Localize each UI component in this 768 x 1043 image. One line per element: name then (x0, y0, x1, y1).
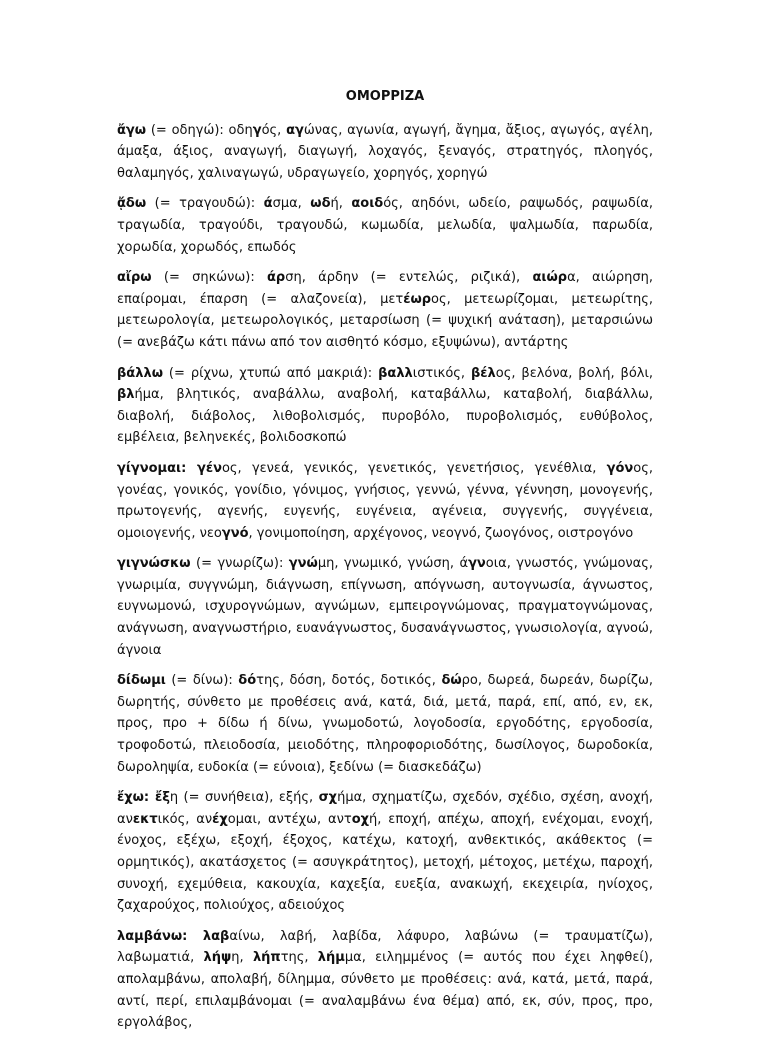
entry-text: ρο, δωρεά, δωρεάν, δωρίζω, δωρητής, σύνθετο με προθέσεις ανά, κατά, διά, μετά, παρά, επί, από, εν, εκ, προς, προ + δίδω ή δίνω, γνωμοδοτώ, λογοδοσία, εργοδότης, εργοδοσία, τροφοδοτώ, πλειοδοσία, μειοδότης, πληροφοριοδότης, δωσίλογος, δωροδοκία, δωροληψία, ευδοκία (= εύνοια), ξεδίνω (= διασκεδάζω) (117, 673, 653, 775)
entry-text: μα, ειλημμένος (= αυτός που έχει ληφθεί), απολαμβάνω, απολαβή, δίλημμα, σύνθετο με προθέσεις: ανά, κατά, μετά, παρά, αντί, περί, επιλαμβάνομαι (= αναλαμβάνω ένα θέμα) από, εκ, σύν, προς, προ, εργολάβος, (117, 950, 653, 1031)
root-highlight: λήμ (317, 950, 345, 966)
entry-text: ικός, αν (157, 811, 213, 827)
entry-text: ομαι, αντέχω, αντ (227, 811, 352, 827)
entry-text: ιστικός, (412, 365, 471, 381)
entry-text: της, δόση, δοτός, δοτικός, (256, 673, 442, 689)
root-highlight: γίγνομαι: γέν (117, 460, 222, 476)
entry-paragraph (117, 193, 653, 258)
entry-text: (= ρίχνω, χτυπώ από μακριά): (163, 365, 379, 381)
entry-text: ος, γενεά, γενικός, γενετικός, γενετήσιος, γενέθλια, (221, 460, 607, 476)
root-highlight: βέλ (470, 365, 496, 381)
entry-text: της, (280, 950, 318, 966)
entry-text: (= γνωρίζω): (190, 556, 289, 572)
root-highlight: λήψ (203, 950, 232, 966)
root-highlight: βαλλ (378, 365, 413, 381)
entry-paragraph (117, 458, 653, 544)
entry-text: ήμα, σχηματίζω, σχεδόν, σχέδιο, σχέση, ανοχή, αν (117, 790, 653, 827)
root-highlight: γιγνώσκω (117, 556, 191, 572)
entry-text: ση, άρδην (= εντελώς, ριζικά), (285, 270, 533, 286)
root-highlight: γνώ (288, 556, 318, 572)
root-highlight: δίδωμι (117, 673, 166, 689)
root-highlight: δό (238, 673, 257, 689)
page-title: ΟΜΟΡΡΙΖΑ (345, 89, 425, 104)
root-highlight: γ (252, 122, 262, 138)
root-highlight: άρ (267, 270, 286, 286)
entry-text: (= σηκώνω): (151, 270, 267, 286)
root-highlight: ά (263, 196, 273, 212)
root-highlight: αοιδ (351, 196, 384, 212)
entry-text: (= οδηγώ): οδη (146, 122, 253, 138)
root-highlight: σχ (318, 790, 338, 806)
entry-text: ός, αηδόνι, ωδείο, ραψωδός, ραψωδία, τραγωδία, τραγούδι, τραγουδώ, κωμωδία, μελωδία, ψαλμωδία, παρωδία, χορωδία, χορωδός, επωδός (117, 196, 653, 255)
entry-text: σμα, (272, 196, 311, 212)
root-highlight: δώ (441, 673, 462, 689)
entry-text: ος, μετεωρίζομαι, μετεωρίτης, μετεωρολογία, μετεωρολογικός, μεταρσίωση (= ψυχική ανάταση), μεταρσιώνω (= ανεβάζω κάτι πάνω από τον αισθητό κόσμο, εξυψώνω), αντάρτης (117, 291, 653, 350)
entry-text: η, (231, 950, 253, 966)
root-highlight: γνό (221, 525, 249, 541)
entry-text: αίνω, λαβή, λαβίδα, λάφυρο, λαβώνω (= τραυματίζω), λαβωματιά, (117, 928, 653, 966)
root-highlight: οχ (351, 811, 370, 827)
entry-paragraph (117, 926, 653, 1034)
entry-text: ος, γονέας, γονικός, γονίδιο, γόνιμος, γνήσιος, γεννώ, γέννα, γέννηση, μονογενής, πρωτογενής, αγενής, ευγενής, ευγένεια, αγένεια, συγγενής, συγγένεια, ομοιογενής, νεο (117, 460, 654, 541)
root-highlight: λήπ (252, 950, 281, 966)
entry-text: ήμα, βλητικός, αναβάλλω, αναβολή, καταβάλλω, καταβολή, διαβάλλω, διαβολή, διάβολος, λιθοβολισμός, πυροβόλο, πυροβολισμός, ευθύβολος, εμβέλεια, βεληνεκές, βολιδοσκοπώ (117, 387, 653, 446)
root-highlight: έωρ (403, 291, 432, 307)
entry-text: ός, (261, 122, 287, 138)
root-highlight: βάλλω (117, 365, 163, 381)
entry-paragraph (117, 670, 653, 778)
entry-paragraph (117, 120, 653, 185)
root-highlight: βλ (117, 387, 135, 403)
entry-paragraph (117, 553, 653, 661)
entry-paragraph (117, 363, 653, 449)
entry-text: ος, βελόνα, βολή, βόλι, (495, 365, 654, 381)
root-highlight: ᾄδω (117, 196, 147, 212)
entry-text: (= δίνω): (165, 673, 239, 689)
root-highlight: ἔχω: ἔξ (117, 790, 170, 806)
root-highlight: αιώρ (532, 270, 568, 286)
root-highlight: εκτ (132, 811, 158, 827)
entry-text: , γονιμοποίηση, αρχέγονος, νεογνό, ζωογόνος, οιστρογόνο (248, 525, 634, 541)
entry-text: οια, γνωστός, γνώμονας, γνωριμία, συγγνώμη, διάγνωση, επίγνωση, απόγνωση, αυτογνωσία, άγνωστος, ευγνωμονώ, ισχυρογνώμων, αγνώμων, εμπειρογνώμονας, πραγματογνώμονας, ανάγνωση, αναγνωστήριο, ευανάγνωστος, δυσανάγνωστος, γνωσιολογία, αγνοώ, άγνοια (117, 556, 653, 658)
entry-text: ώνας, αγωνία, αγωγή, ἄγημα, ἄξιος, αγωγός, αγέλη, άμαξα, άξιος, αναγωγή, διαγωγή, λοχαγός, ξεναγός, στρατηγός, πλοηγός, θαλαμηγός, χαλιναγωγώ, υδραγωγείο, χορηγός, χορηγώ (117, 122, 654, 181)
document-page (117, 86, 653, 1043)
entry-text: α, αιώρηση, επαίρομαι, έπαρση (= αλαζονεία), μετ (117, 270, 653, 307)
entry-text: ή, εποχή, απέχω, αποχή, ενέχομαι, ενοχή, ένοχος, εξέχω, εξοχή, έξοχος, κατέχω, κατοχή, ανθεκτικός, ακάθεκτος (= ορμητικός), ακατάσχετος (= ασυγκράτητος), μετοχή, μέτοχος, μετέχω, παροχή, συνοχή, εχεμύθεια, κακουχία, καχεξία, ευεξία, ανακωχή, εκεχειρία, ηνίοχος, ζαχαρούχος, πολιούχος, αδειούχος (117, 811, 653, 914)
entry-text: ή, (330, 196, 352, 212)
root-highlight: ἄγω (117, 122, 147, 138)
entry-paragraph (117, 267, 653, 353)
root-highlight: λαμβάνω: λαβ (117, 928, 230, 944)
entry-text: (= τραγουδώ): (146, 196, 264, 212)
root-highlight: αἴρω (117, 270, 152, 286)
root-highlight: γν (468, 556, 486, 572)
entry-list (117, 120, 653, 1034)
entry-text: μη, γνωμικό, γνώση, ά (317, 556, 469, 572)
root-highlight: γόν (606, 460, 634, 476)
root-highlight: έχ (212, 811, 228, 827)
entry-paragraph (117, 787, 653, 917)
root-highlight: αγ (286, 122, 304, 138)
root-highlight: ωδ (310, 196, 331, 212)
entry-text: η (= συνήθεια), εξής, (169, 790, 319, 806)
